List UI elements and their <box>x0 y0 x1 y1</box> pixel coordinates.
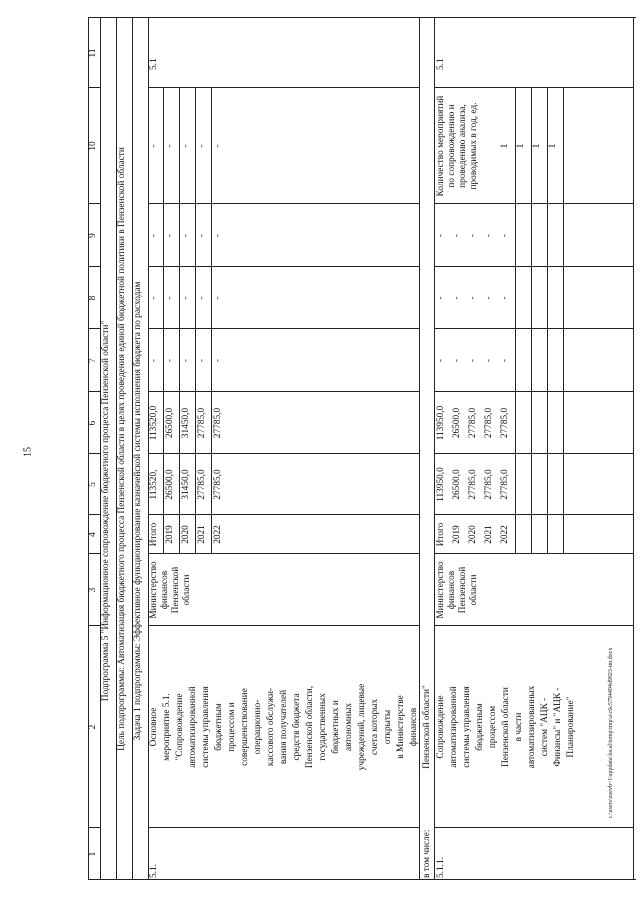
row-5-1-1-year: 2019 <box>452 525 462 544</box>
year-row-rule <box>563 88 564 554</box>
subprogram-goal: Цель подпрограммы: Автоматизация бюджетного процесса Пензенской области в целях проведения единой бюджетной политики в Пензенской области <box>117 147 127 751</box>
row-5-1-executor-line: Министерство <box>149 561 159 619</box>
row-5-1-1-col8-value: - <box>452 296 462 300</box>
col-number-11: 11 <box>88 48 98 58</box>
row-5-1-1-col7-value: - <box>468 358 478 363</box>
row-5-1-1-year: 2020 <box>468 525 478 544</box>
row-5-1-col7-value: - <box>181 358 191 363</box>
table-rule-v <box>434 553 633 554</box>
row-5-1-col10-value: - <box>181 144 191 148</box>
row-5-1-1-number: 5.1.1. <box>436 857 446 878</box>
row-5-1-executor-line: области <box>182 574 192 606</box>
row-5-1-1-indicator-line: Количество мероприятий <box>436 95 446 197</box>
row-5-1-name-line: Пензенской области, <box>305 685 315 769</box>
table-rule-v <box>434 266 633 267</box>
row-5-1-1-name-line: процессом <box>488 705 498 749</box>
table-rule-h <box>434 18 435 880</box>
row-5-1-1-name-line: автоматизированной <box>449 686 459 768</box>
row-5-1-name-line: учреждений, лицевые <box>357 683 367 771</box>
row-5-1-1-name-line: систем "АЦК - <box>540 697 550 757</box>
row-5-1-name-line: счета которых <box>370 698 380 756</box>
row-5-1-col7-value: - <box>165 358 175 363</box>
row-5-1-year: Итого <box>149 522 159 547</box>
row-5-1-1-col6-value: 113950,0 <box>436 405 446 441</box>
row-5-1-col6-value: 113520,0 <box>149 405 159 441</box>
in-that-number-label: в том числе: <box>422 829 432 878</box>
row-5-1-1-col5-value: 27785,0 <box>468 469 478 500</box>
row-5-1-name-line: в Министерстве <box>396 695 406 759</box>
row-5-1-col10-value: - <box>213 144 223 148</box>
row-5-1-col6-value: 27785,0 <box>213 407 223 439</box>
row-5-1-1-indicator-line: по сопровождению и <box>447 104 457 188</box>
row-5-1-col5-value: 31450,0 <box>181 469 191 500</box>
row-5-1-1-col6-value: 26500,0 <box>452 407 462 439</box>
row-5-1-1-col5-value: 26500,0 <box>452 469 462 500</box>
col-number-10: 10 <box>88 141 98 151</box>
row-5-1-1-name-line: Финансы" и "АЦК - <box>553 687 563 767</box>
row-5-1-1-col9-value: - <box>436 233 446 238</box>
col-number-2: 2 <box>88 724 98 730</box>
year-row-rule <box>195 88 196 554</box>
row-5-1-1-executor-line: Пензенской <box>458 566 468 614</box>
row-5-1-executor-line: финансов <box>160 570 170 610</box>
row-5-1-1-col9-value: - <box>468 233 478 238</box>
row-5-1-1-col5-value: 113950,0 <box>436 467 446 502</box>
row-5-1-1-col10-value: 1 <box>516 143 526 149</box>
row-5-1-name-line: автономных <box>344 702 354 752</box>
file-path-footer: c:\users\zuevb~1\appdata\local\temp\tmp\a\c6c5794494d9823-tm.docx <box>608 647 614 819</box>
row-5-1-col5-value: 26500,0 <box>165 469 175 500</box>
row-5-1-name-line: вания получателей <box>279 689 289 765</box>
row-5-1-1-col8-value: - <box>436 296 446 300</box>
row-5-1-name-line: Основное <box>149 707 159 747</box>
row-5-1-name-line: государственных <box>318 693 328 761</box>
row-5-1-col8-value: - <box>149 296 159 300</box>
col-number-9: 9 <box>88 233 98 238</box>
row-5-1-1-year: 2022 <box>500 525 510 544</box>
col-number-7: 7 <box>88 358 98 363</box>
table-rule-v <box>434 514 633 515</box>
row-5-1-col9-value: - <box>149 233 159 238</box>
row-5-1-1-col5-value: 27785,0 <box>500 469 510 500</box>
row-5-1-name-line: открыты <box>383 709 393 745</box>
row-5-1-1-name-line: Пензенской области <box>501 687 511 767</box>
row-5-1-1-col8-value: - <box>468 296 478 300</box>
table-rule-h <box>633 18 634 880</box>
row-5-1-name-line: операционно- <box>253 699 263 755</box>
page-number: 15 <box>22 447 34 457</box>
year-row-rule <box>163 88 164 554</box>
row-5-1-col6-value: 26500,0 <box>165 407 175 439</box>
row-5-1-1-name-line: системы управления <box>462 686 472 768</box>
row-5-1-name-line: автоматизированной <box>188 686 198 768</box>
row-5-1-1-col9-value: - <box>452 233 462 238</box>
row-5-1-name-line: средств бюджета <box>292 693 302 761</box>
row-5-1-name-line: Пензенской области" <box>422 685 432 769</box>
row-5-1-1-col7-value: - <box>484 358 494 363</box>
row-5-1-1-year: Итого <box>436 522 446 547</box>
row-5-1-name-line: мероприятие 5.1. <box>162 693 172 761</box>
row-5-1-1-col6-value: 27785,0 <box>500 407 510 439</box>
row-5-1-name-line: системы управления <box>201 686 211 768</box>
col-number-3: 3 <box>88 587 98 593</box>
row-5-1-name-line: "Сопровождение <box>175 693 185 761</box>
row-5-1-1-col7-value: - <box>436 358 446 363</box>
row-5-1-1-col10-value: 1 <box>500 143 510 149</box>
row-5-1-1-year: 2021 <box>484 525 494 544</box>
row-5-1-1-indicator-line: проведению анализа, <box>458 104 468 188</box>
row-5-1-name-line: бюджетным <box>214 703 224 751</box>
row-5-1-1-col5-value: 27785,0 <box>484 469 494 500</box>
row-5-1-year: 2021 <box>197 525 207 544</box>
row-5-1-col8-value: - <box>197 296 207 300</box>
row-5-1-year: 2022 <box>213 525 223 544</box>
row-5-1-name-line: финансов <box>409 707 419 747</box>
table-rule-v <box>88 17 636 18</box>
row-5-1-col9-value: - <box>181 233 191 238</box>
row-5-1-col9-value: - <box>213 233 223 238</box>
row-5-1-col10-value: - <box>197 144 207 148</box>
row-5-1-1-executor-line: области <box>469 574 479 606</box>
col-number-1: 1 <box>88 851 98 857</box>
row-5-1-col10-value: - <box>165 144 175 148</box>
row-5-1-1-col9-value: - <box>484 233 494 238</box>
row-5-1-1-col10-value: 1 <box>532 143 542 149</box>
subprogram-task: Задача 1 подпрограммы: Эффективное функционирование казначейской системы исполнения бюджета по расходам <box>133 281 143 741</box>
row-5-1-col7-value: - <box>149 358 159 363</box>
row-5-1-number: 5.1. <box>149 864 159 878</box>
row-5-1-1-col10-value: 1 <box>548 143 558 149</box>
row-5-1-name-line: процессом и <box>227 702 237 752</box>
row-5-1-col5-value: 113520, <box>149 469 159 500</box>
row-5-1-col8-value: - <box>213 296 223 300</box>
row-5-1-1-col6-value: 27785,0 <box>484 407 494 439</box>
row-5-1-name-line: кассового обслужи- <box>266 687 276 767</box>
year-row-rule <box>179 88 180 554</box>
row-5-1-1-name-line: бюджетным <box>475 703 485 751</box>
row-5-1-1-col9-value: - <box>500 233 510 238</box>
row-5-1-col9-value: - <box>197 233 207 238</box>
row-5-1-1-col8-value: - <box>500 296 510 300</box>
row-5-1-col5-value: 27785,0 <box>197 469 207 500</box>
row-5-1-col11-value: 5.1 <box>149 58 159 70</box>
row-5-1-executor-line: Пензенской <box>171 566 181 614</box>
row-5-1-1-indicator-line: проводимых в год, ед. <box>469 102 479 190</box>
row-5-1-1-col6-value: 27785,0 <box>468 407 478 439</box>
row-5-1-year: 2020 <box>181 525 191 544</box>
subprogram-title: Подпрограмма 5 "Информационное сопровождение бюджетного процесса Пензенской области" <box>101 320 111 702</box>
row-5-1-year: 2019 <box>165 525 175 544</box>
year-row-rule <box>211 88 212 554</box>
budget-table <box>88 18 636 880</box>
row-5-1-1-name-line: в части <box>514 712 524 742</box>
table-rule-v <box>434 453 633 454</box>
row-5-1-1-col11-value: 5.1 <box>436 58 446 70</box>
row-5-1-col6-value: 31450,0 <box>181 407 191 439</box>
col-number-5: 5 <box>88 482 98 487</box>
row-5-1-col10-value: - <box>149 144 159 148</box>
col-number-8: 8 <box>88 295 98 301</box>
row-5-1-col8-value: - <box>181 296 191 300</box>
table-rule-v <box>434 328 633 329</box>
row-5-1-1-name-line: Планирование" <box>566 696 576 758</box>
row-5-1-name-line: совершенствование <box>240 688 250 766</box>
row-5-1-col6-value: 27785,0 <box>197 407 207 439</box>
row-5-1-col7-value: - <box>197 358 207 363</box>
table-rule-v <box>434 391 633 392</box>
row-5-1-1-col8-value: - <box>484 296 494 300</box>
row-5-1-col5-value: 27785,0 <box>213 469 223 500</box>
row-5-1-1-col7-value: - <box>452 358 462 363</box>
row-5-1-1-name-line: Сопровождение <box>436 695 446 759</box>
row-5-1-col8-value: - <box>165 296 175 300</box>
table-rule-v <box>88 879 636 880</box>
col-number-4: 4 <box>88 532 98 537</box>
row-5-1-name-line: бюджетных и <box>331 700 341 754</box>
row-5-1-1-executor-line: финансов <box>447 570 457 610</box>
row-5-1-1-name-line: автоматизированных <box>527 685 537 769</box>
row-5-1-1-col7-value: - <box>500 358 510 363</box>
row-5-1-1-executor-line: Министерство <box>436 561 446 619</box>
col-number-6: 6 <box>88 420 98 426</box>
row-5-1-col7-value: - <box>213 358 223 363</box>
row-5-1-col9-value: - <box>165 233 175 238</box>
